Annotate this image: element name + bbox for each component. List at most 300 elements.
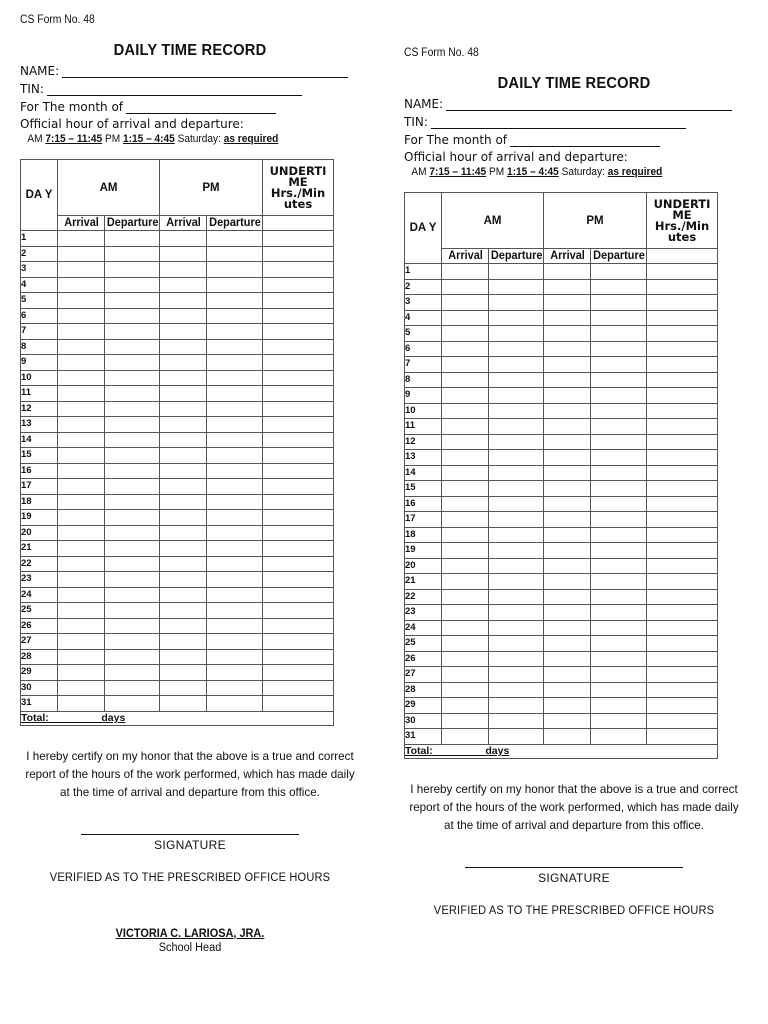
pm-arrival-cell[interactable] bbox=[544, 434, 591, 450]
undertime-cell[interactable] bbox=[263, 541, 334, 557]
undertime-cell[interactable] bbox=[263, 231, 334, 247]
undertime-cell[interactable] bbox=[263, 401, 334, 417]
pm-arrival-cell[interactable] bbox=[160, 649, 207, 665]
pm-departure-cell[interactable] bbox=[207, 324, 263, 340]
am-arrival-cell[interactable] bbox=[58, 494, 105, 510]
pm-arrival-cell[interactable] bbox=[160, 618, 207, 634]
pm-departure-cell[interactable] bbox=[591, 434, 647, 450]
pm-departure-cell[interactable] bbox=[591, 279, 647, 295]
pm-arrival-cell[interactable] bbox=[544, 512, 591, 528]
pm-departure-cell[interactable] bbox=[207, 556, 263, 572]
pm-arrival-cell[interactable] bbox=[544, 729, 591, 745]
undertime-cell[interactable] bbox=[263, 246, 334, 262]
undertime-cell[interactable] bbox=[263, 479, 334, 495]
pm-departure-cell[interactable] bbox=[207, 587, 263, 603]
pm-departure-cell[interactable] bbox=[591, 574, 647, 590]
am-departure-cell[interactable] bbox=[105, 370, 160, 386]
pm-arrival-cell[interactable] bbox=[544, 698, 591, 714]
pm-departure-cell[interactable] bbox=[591, 636, 647, 652]
pm-arrival-cell[interactable] bbox=[544, 496, 591, 512]
pm-departure-cell[interactable] bbox=[207, 417, 263, 433]
am-arrival-cell[interactable] bbox=[442, 543, 489, 559]
pm-departure-cell[interactable] bbox=[207, 432, 263, 448]
pm-arrival-cell[interactable] bbox=[160, 277, 207, 293]
pm-departure-cell[interactable] bbox=[591, 605, 647, 621]
am-departure-cell[interactable] bbox=[489, 729, 544, 745]
am-departure-cell[interactable] bbox=[105, 231, 160, 247]
am-arrival-cell[interactable] bbox=[442, 713, 489, 729]
am-arrival-cell[interactable] bbox=[58, 603, 105, 619]
am-arrival-cell[interactable] bbox=[442, 667, 489, 683]
am-arrival-cell[interactable] bbox=[58, 324, 105, 340]
pm-arrival-cell[interactable] bbox=[544, 419, 591, 435]
undertime-cell[interactable] bbox=[263, 355, 334, 371]
pm-departure-cell[interactable] bbox=[207, 541, 263, 557]
am-arrival-cell[interactable] bbox=[442, 450, 489, 466]
undertime-cell[interactable] bbox=[647, 496, 718, 512]
pm-arrival-cell[interactable] bbox=[544, 465, 591, 481]
am-arrival-cell[interactable] bbox=[58, 665, 105, 681]
pm-arrival-cell[interactable] bbox=[160, 587, 207, 603]
undertime-cell[interactable] bbox=[647, 589, 718, 605]
am-departure-cell[interactable] bbox=[489, 481, 544, 497]
am-arrival-cell[interactable] bbox=[442, 558, 489, 574]
am-arrival-cell[interactable] bbox=[442, 310, 489, 326]
am-arrival-cell[interactable] bbox=[442, 496, 489, 512]
pm-departure-cell[interactable] bbox=[591, 450, 647, 466]
am-departure-cell[interactable] bbox=[105, 572, 160, 588]
undertime-cell[interactable] bbox=[647, 372, 718, 388]
pm-arrival-cell[interactable] bbox=[160, 696, 207, 712]
am-arrival-cell[interactable] bbox=[442, 698, 489, 714]
pm-departure-cell[interactable] bbox=[207, 463, 263, 479]
am-departure-cell[interactable] bbox=[489, 698, 544, 714]
am-arrival-cell[interactable] bbox=[442, 419, 489, 435]
undertime-cell[interactable] bbox=[263, 649, 334, 665]
undertime-cell[interactable] bbox=[263, 572, 334, 588]
am-departure-cell[interactable] bbox=[489, 496, 544, 512]
am-departure-cell[interactable] bbox=[105, 618, 160, 634]
am-departure-cell[interactable] bbox=[489, 434, 544, 450]
pm-arrival-cell[interactable] bbox=[160, 370, 207, 386]
undertime-cell[interactable] bbox=[647, 605, 718, 621]
pm-arrival-cell[interactable] bbox=[544, 341, 591, 357]
pm-arrival-cell[interactable] bbox=[544, 605, 591, 621]
am-arrival-cell[interactable] bbox=[58, 696, 105, 712]
pm-arrival-cell[interactable] bbox=[160, 432, 207, 448]
am-departure-cell[interactable] bbox=[489, 558, 544, 574]
pm-arrival-cell[interactable] bbox=[544, 651, 591, 667]
pm-departure-cell[interactable] bbox=[207, 572, 263, 588]
pm-departure-cell[interactable] bbox=[207, 262, 263, 278]
undertime-cell[interactable] bbox=[647, 357, 718, 373]
pm-arrival-cell[interactable] bbox=[544, 326, 591, 342]
pm-arrival-cell[interactable] bbox=[544, 558, 591, 574]
pm-arrival-cell[interactable] bbox=[544, 543, 591, 559]
pm-arrival-cell[interactable] bbox=[160, 417, 207, 433]
pm-arrival-cell[interactable] bbox=[544, 357, 591, 373]
am-arrival-cell[interactable] bbox=[58, 525, 105, 541]
pm-departure-cell[interactable] bbox=[591, 729, 647, 745]
undertime-cell[interactable] bbox=[263, 587, 334, 603]
am-arrival-cell[interactable] bbox=[58, 680, 105, 696]
pm-arrival-cell[interactable] bbox=[160, 401, 207, 417]
signature-line[interactable] bbox=[81, 834, 299, 835]
undertime-cell[interactable] bbox=[647, 682, 718, 698]
am-arrival-cell[interactable] bbox=[442, 682, 489, 698]
undertime-cell[interactable] bbox=[647, 558, 718, 574]
pm-departure-cell[interactable] bbox=[207, 370, 263, 386]
pm-departure-cell[interactable] bbox=[207, 525, 263, 541]
pm-arrival-cell[interactable] bbox=[160, 231, 207, 247]
am-departure-cell[interactable] bbox=[105, 494, 160, 510]
undertime-cell[interactable] bbox=[647, 403, 718, 419]
am-departure-cell[interactable] bbox=[489, 605, 544, 621]
am-departure-cell[interactable] bbox=[489, 372, 544, 388]
am-arrival-cell[interactable] bbox=[58, 618, 105, 634]
pm-departure-cell[interactable] bbox=[207, 231, 263, 247]
am-arrival-cell[interactable] bbox=[58, 417, 105, 433]
pm-departure-cell[interactable] bbox=[591, 481, 647, 497]
am-departure-cell[interactable] bbox=[105, 603, 160, 619]
am-departure-cell[interactable] bbox=[489, 651, 544, 667]
pm-arrival-cell[interactable] bbox=[160, 448, 207, 464]
pm-arrival-cell[interactable] bbox=[544, 279, 591, 295]
undertime-cell[interactable] bbox=[647, 295, 718, 311]
undertime-cell[interactable] bbox=[263, 680, 334, 696]
pm-departure-cell[interactable] bbox=[207, 618, 263, 634]
pm-departure-cell[interactable] bbox=[207, 494, 263, 510]
am-departure-cell[interactable] bbox=[489, 326, 544, 342]
am-departure-cell[interactable] bbox=[489, 574, 544, 590]
pm-arrival-cell[interactable] bbox=[160, 541, 207, 557]
pm-arrival-cell[interactable] bbox=[160, 246, 207, 262]
am-arrival-cell[interactable] bbox=[58, 231, 105, 247]
am-departure-cell[interactable] bbox=[489, 682, 544, 698]
am-arrival-cell[interactable] bbox=[58, 556, 105, 572]
pm-departure-cell[interactable] bbox=[591, 512, 647, 528]
pm-arrival-cell[interactable] bbox=[544, 667, 591, 683]
pm-departure-cell[interactable] bbox=[591, 341, 647, 357]
pm-arrival-cell[interactable] bbox=[160, 355, 207, 371]
am-arrival-cell[interactable] bbox=[58, 634, 105, 650]
am-departure-cell[interactable] bbox=[105, 355, 160, 371]
undertime-cell[interactable] bbox=[263, 448, 334, 464]
pm-arrival-cell[interactable] bbox=[544, 713, 591, 729]
pm-arrival-cell[interactable] bbox=[544, 450, 591, 466]
am-arrival-cell[interactable] bbox=[58, 246, 105, 262]
undertime-cell[interactable] bbox=[647, 729, 718, 745]
pm-arrival-cell[interactable] bbox=[544, 388, 591, 404]
am-departure-cell[interactable] bbox=[489, 527, 544, 543]
undertime-cell[interactable] bbox=[647, 310, 718, 326]
am-arrival-cell[interactable] bbox=[58, 355, 105, 371]
am-departure-cell[interactable] bbox=[489, 264, 544, 280]
am-arrival-cell[interactable] bbox=[442, 605, 489, 621]
am-arrival-cell[interactable] bbox=[442, 388, 489, 404]
am-arrival-cell[interactable] bbox=[58, 370, 105, 386]
am-departure-cell[interactable] bbox=[105, 432, 160, 448]
am-arrival-cell[interactable] bbox=[58, 277, 105, 293]
month-input-line[interactable] bbox=[510, 135, 660, 147]
pm-arrival-cell[interactable] bbox=[160, 463, 207, 479]
am-departure-cell[interactable] bbox=[105, 541, 160, 557]
pm-departure-cell[interactable] bbox=[207, 510, 263, 526]
undertime-cell[interactable] bbox=[263, 339, 334, 355]
am-departure-cell[interactable] bbox=[105, 479, 160, 495]
am-departure-cell[interactable] bbox=[105, 339, 160, 355]
pm-arrival-cell[interactable] bbox=[160, 479, 207, 495]
am-arrival-cell[interactable] bbox=[58, 293, 105, 309]
undertime-cell[interactable] bbox=[263, 432, 334, 448]
undertime-cell[interactable] bbox=[263, 463, 334, 479]
pm-departure-cell[interactable] bbox=[591, 357, 647, 373]
am-arrival-cell[interactable] bbox=[58, 572, 105, 588]
undertime-cell[interactable] bbox=[647, 481, 718, 497]
am-departure-cell[interactable] bbox=[105, 525, 160, 541]
pm-departure-cell[interactable] bbox=[207, 308, 263, 324]
pm-arrival-cell[interactable] bbox=[160, 680, 207, 696]
am-departure-cell[interactable] bbox=[489, 667, 544, 683]
pm-departure-cell[interactable] bbox=[591, 388, 647, 404]
am-arrival-cell[interactable] bbox=[442, 636, 489, 652]
pm-departure-cell[interactable] bbox=[591, 698, 647, 714]
undertime-cell[interactable] bbox=[263, 277, 334, 293]
am-departure-cell[interactable] bbox=[489, 465, 544, 481]
am-departure-cell[interactable] bbox=[489, 310, 544, 326]
undertime-cell[interactable] bbox=[647, 620, 718, 636]
pm-arrival-cell[interactable] bbox=[160, 262, 207, 278]
pm-departure-cell[interactable] bbox=[207, 603, 263, 619]
pm-arrival-cell[interactable] bbox=[160, 293, 207, 309]
am-departure-cell[interactable] bbox=[105, 680, 160, 696]
undertime-cell[interactable] bbox=[647, 465, 718, 481]
pm-arrival-cell[interactable] bbox=[160, 386, 207, 402]
pm-departure-cell[interactable] bbox=[207, 634, 263, 650]
am-departure-cell[interactable] bbox=[105, 401, 160, 417]
am-arrival-cell[interactable] bbox=[58, 339, 105, 355]
pm-departure-cell[interactable] bbox=[591, 558, 647, 574]
undertime-cell[interactable] bbox=[263, 308, 334, 324]
undertime-cell[interactable] bbox=[647, 419, 718, 435]
pm-departure-cell[interactable] bbox=[591, 496, 647, 512]
am-arrival-cell[interactable] bbox=[442, 527, 489, 543]
pm-departure-cell[interactable] bbox=[207, 665, 263, 681]
undertime-cell[interactable] bbox=[263, 262, 334, 278]
am-departure-cell[interactable] bbox=[105, 308, 160, 324]
pm-departure-cell[interactable] bbox=[207, 448, 263, 464]
pm-departure-cell[interactable] bbox=[591, 295, 647, 311]
pm-departure-cell[interactable] bbox=[207, 293, 263, 309]
undertime-cell[interactable] bbox=[647, 651, 718, 667]
name-input-line[interactable] bbox=[446, 99, 732, 111]
pm-departure-cell[interactable] bbox=[207, 649, 263, 665]
am-arrival-cell[interactable] bbox=[442, 512, 489, 528]
pm-departure-cell[interactable] bbox=[207, 696, 263, 712]
pm-arrival-cell[interactable] bbox=[544, 372, 591, 388]
pm-departure-cell[interactable] bbox=[591, 326, 647, 342]
pm-arrival-cell[interactable] bbox=[544, 589, 591, 605]
undertime-cell[interactable] bbox=[263, 417, 334, 433]
am-departure-cell[interactable] bbox=[489, 636, 544, 652]
signature-line[interactable] bbox=[465, 867, 683, 868]
am-departure-cell[interactable] bbox=[105, 262, 160, 278]
undertime-cell[interactable] bbox=[647, 279, 718, 295]
pm-departure-cell[interactable] bbox=[207, 401, 263, 417]
pm-arrival-cell[interactable] bbox=[544, 574, 591, 590]
am-arrival-cell[interactable] bbox=[58, 649, 105, 665]
am-departure-cell[interactable] bbox=[105, 417, 160, 433]
pm-departure-cell[interactable] bbox=[591, 419, 647, 435]
am-departure-cell[interactable] bbox=[489, 450, 544, 466]
pm-departure-cell[interactable] bbox=[207, 246, 263, 262]
undertime-cell[interactable] bbox=[647, 326, 718, 342]
pm-arrival-cell[interactable] bbox=[160, 665, 207, 681]
undertime-cell[interactable] bbox=[647, 341, 718, 357]
pm-arrival-cell[interactable] bbox=[160, 603, 207, 619]
undertime-cell[interactable] bbox=[263, 603, 334, 619]
am-departure-cell[interactable] bbox=[489, 341, 544, 357]
undertime-cell[interactable] bbox=[647, 388, 718, 404]
am-departure-cell[interactable] bbox=[105, 665, 160, 681]
pm-arrival-cell[interactable] bbox=[160, 324, 207, 340]
am-departure-cell[interactable] bbox=[489, 620, 544, 636]
am-arrival-cell[interactable] bbox=[58, 432, 105, 448]
undertime-cell[interactable] bbox=[647, 713, 718, 729]
undertime-cell[interactable] bbox=[647, 264, 718, 280]
am-arrival-cell[interactable] bbox=[442, 357, 489, 373]
name-input-line[interactable] bbox=[62, 66, 348, 78]
tin-input-line[interactable] bbox=[431, 117, 686, 129]
am-departure-cell[interactable] bbox=[489, 512, 544, 528]
undertime-cell[interactable] bbox=[647, 512, 718, 528]
pm-arrival-cell[interactable] bbox=[544, 403, 591, 419]
pm-departure-cell[interactable] bbox=[207, 339, 263, 355]
undertime-cell[interactable] bbox=[263, 324, 334, 340]
am-arrival-cell[interactable] bbox=[58, 308, 105, 324]
am-arrival-cell[interactable] bbox=[58, 448, 105, 464]
undertime-cell[interactable] bbox=[263, 386, 334, 402]
undertime-cell[interactable] bbox=[647, 574, 718, 590]
pm-departure-cell[interactable] bbox=[207, 479, 263, 495]
am-departure-cell[interactable] bbox=[105, 293, 160, 309]
am-arrival-cell[interactable] bbox=[442, 403, 489, 419]
am-arrival-cell[interactable] bbox=[442, 326, 489, 342]
pm-arrival-cell[interactable] bbox=[544, 264, 591, 280]
pm-departure-cell[interactable] bbox=[591, 589, 647, 605]
undertime-cell[interactable] bbox=[263, 556, 334, 572]
pm-arrival-cell[interactable] bbox=[544, 636, 591, 652]
undertime-cell[interactable] bbox=[263, 510, 334, 526]
am-arrival-cell[interactable] bbox=[58, 587, 105, 603]
tin-input-line[interactable] bbox=[47, 84, 302, 96]
pm-arrival-cell[interactable] bbox=[160, 556, 207, 572]
am-arrival-cell[interactable] bbox=[58, 510, 105, 526]
am-departure-cell[interactable] bbox=[489, 713, 544, 729]
am-departure-cell[interactable] bbox=[489, 388, 544, 404]
pm-departure-cell[interactable] bbox=[207, 680, 263, 696]
am-departure-cell[interactable] bbox=[105, 556, 160, 572]
am-departure-cell[interactable] bbox=[105, 510, 160, 526]
am-arrival-cell[interactable] bbox=[442, 729, 489, 745]
undertime-cell[interactable] bbox=[263, 494, 334, 510]
pm-arrival-cell[interactable] bbox=[160, 494, 207, 510]
pm-departure-cell[interactable] bbox=[207, 386, 263, 402]
pm-arrival-cell[interactable] bbox=[544, 527, 591, 543]
undertime-cell[interactable] bbox=[263, 525, 334, 541]
am-departure-cell[interactable] bbox=[105, 634, 160, 650]
am-departure-cell[interactable] bbox=[105, 448, 160, 464]
pm-arrival-cell[interactable] bbox=[160, 525, 207, 541]
am-departure-cell[interactable] bbox=[105, 277, 160, 293]
am-departure-cell[interactable] bbox=[489, 419, 544, 435]
am-arrival-cell[interactable] bbox=[58, 541, 105, 557]
am-departure-cell[interactable] bbox=[489, 403, 544, 419]
am-departure-cell[interactable] bbox=[489, 589, 544, 605]
undertime-cell[interactable] bbox=[263, 370, 334, 386]
am-arrival-cell[interactable] bbox=[58, 386, 105, 402]
undertime-cell[interactable] bbox=[263, 618, 334, 634]
am-arrival-cell[interactable] bbox=[58, 463, 105, 479]
am-departure-cell[interactable] bbox=[489, 279, 544, 295]
pm-departure-cell[interactable] bbox=[591, 620, 647, 636]
undertime-cell[interactable] bbox=[263, 634, 334, 650]
am-arrival-cell[interactable] bbox=[442, 279, 489, 295]
undertime-cell[interactable] bbox=[647, 698, 718, 714]
am-arrival-cell[interactable] bbox=[442, 574, 489, 590]
am-departure-cell[interactable] bbox=[489, 295, 544, 311]
pm-arrival-cell[interactable] bbox=[544, 682, 591, 698]
am-departure-cell[interactable] bbox=[105, 587, 160, 603]
month-input-line[interactable] bbox=[126, 102, 276, 114]
pm-arrival-cell[interactable] bbox=[544, 620, 591, 636]
am-departure-cell[interactable] bbox=[105, 463, 160, 479]
am-arrival-cell[interactable] bbox=[442, 651, 489, 667]
pm-arrival-cell[interactable] bbox=[544, 310, 591, 326]
undertime-cell[interactable] bbox=[647, 434, 718, 450]
pm-arrival-cell[interactable] bbox=[160, 339, 207, 355]
am-arrival-cell[interactable] bbox=[58, 401, 105, 417]
undertime-cell[interactable] bbox=[263, 696, 334, 712]
undertime-cell[interactable] bbox=[263, 293, 334, 309]
am-arrival-cell[interactable] bbox=[442, 295, 489, 311]
pm-departure-cell[interactable] bbox=[591, 651, 647, 667]
pm-arrival-cell[interactable] bbox=[160, 308, 207, 324]
am-departure-cell[interactable] bbox=[489, 543, 544, 559]
am-arrival-cell[interactable] bbox=[442, 264, 489, 280]
pm-arrival-cell[interactable] bbox=[160, 572, 207, 588]
am-departure-cell[interactable] bbox=[105, 324, 160, 340]
pm-departure-cell[interactable] bbox=[591, 682, 647, 698]
am-arrival-cell[interactable] bbox=[442, 341, 489, 357]
pm-arrival-cell[interactable] bbox=[544, 481, 591, 497]
undertime-cell[interactable] bbox=[647, 543, 718, 559]
pm-departure-cell[interactable] bbox=[591, 403, 647, 419]
am-arrival-cell[interactable] bbox=[442, 589, 489, 605]
pm-departure-cell[interactable] bbox=[591, 372, 647, 388]
pm-departure-cell[interactable] bbox=[591, 310, 647, 326]
pm-departure-cell[interactable] bbox=[207, 355, 263, 371]
undertime-cell[interactable] bbox=[263, 665, 334, 681]
am-arrival-cell[interactable] bbox=[58, 479, 105, 495]
pm-departure-cell[interactable] bbox=[591, 543, 647, 559]
pm-arrival-cell[interactable] bbox=[544, 295, 591, 311]
undertime-cell[interactable] bbox=[647, 527, 718, 543]
pm-arrival-cell[interactable] bbox=[160, 510, 207, 526]
undertime-cell[interactable] bbox=[647, 450, 718, 466]
am-arrival-cell[interactable] bbox=[442, 465, 489, 481]
pm-departure-cell[interactable] bbox=[591, 713, 647, 729]
